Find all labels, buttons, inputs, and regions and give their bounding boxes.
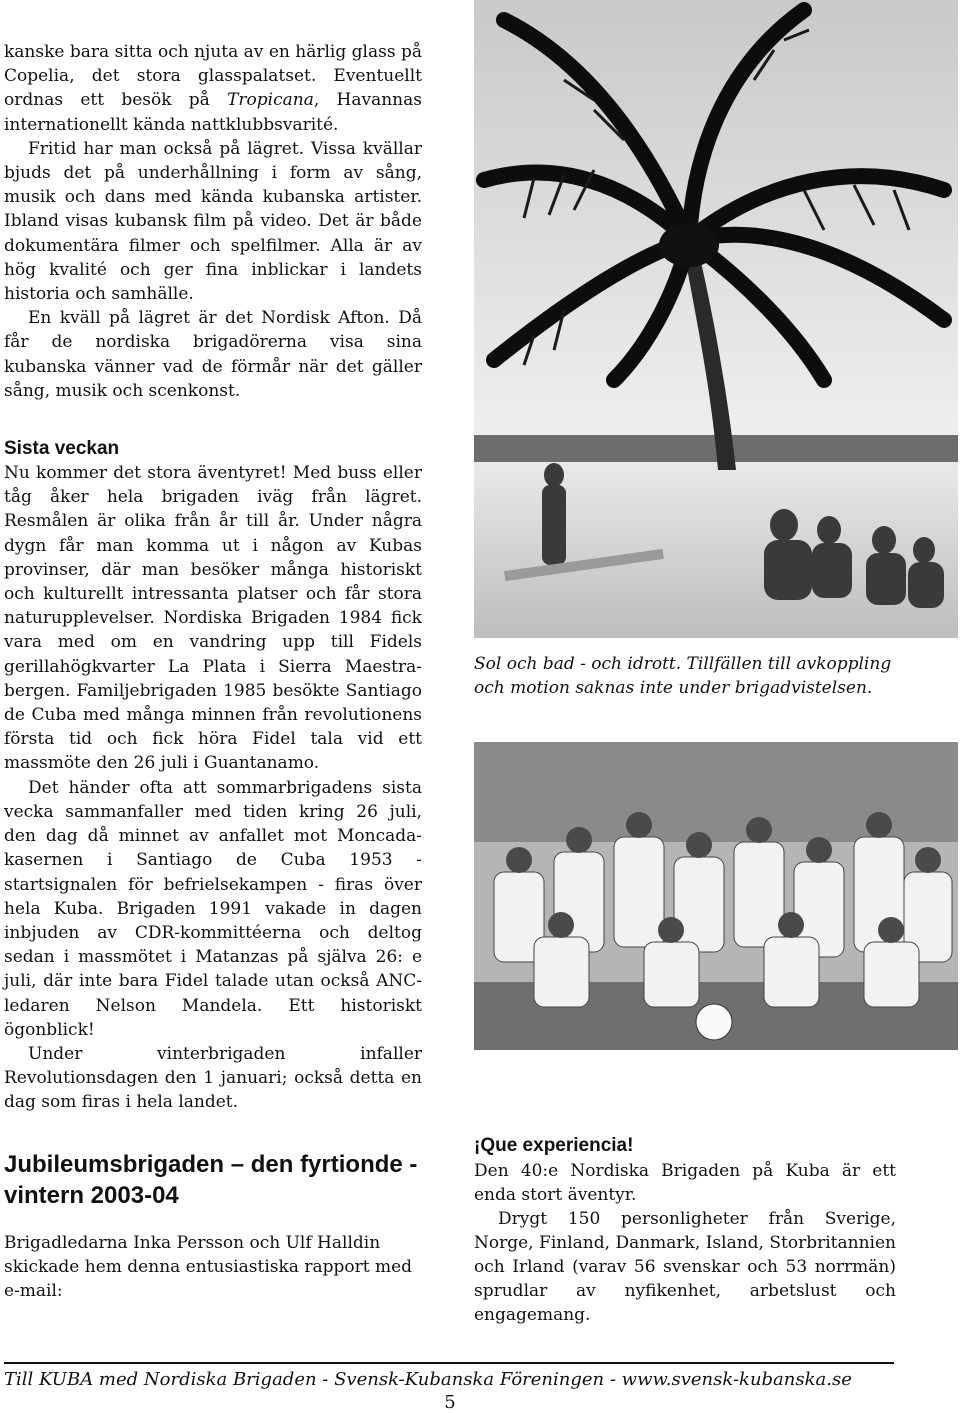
photo-caption: Sol och bad - och idrott. Tillfällen till avkoppling och motion saknas inte under brigadvistelsen. — [474, 654, 892, 698]
paragraph-aventyret: Nu kommer det stora äventyret! Med buss eller tåg åker hela brigaden iväg från lägret. Resmålen är olika från år till år. Under några dygn får man komma ut i någon av Kubas provinser, där man besöker många historiskt och kulturellt intressanta platser och får stora naturupplevelser. Nordiska Brigaden 1984 fick vara med om en vandring upp till Fidels gerillahögkvarter La Plata i Sierra Maestra-bergen. Familjebrigaden 1985 besökte Santiago de Cuba med många minnen från revolutionens första tid och fick höra Fidel tala vid ett massmöte den 26 juli i Guantanamo. — [4, 463, 422, 774]
footer-divider — [4, 1362, 894, 1364]
paragraph-40e-brigaden: Den 40:e Nordiska Brigaden på Kuba är ett enda stort äventyr. — [474, 1161, 896, 1205]
heading-sista-veckan: Sista veckan — [4, 438, 120, 460]
text-span: , Havannas internationellt kända nattklubbsvarité. — [4, 90, 422, 135]
paragraph-copelia — [4, 40, 422, 137]
paragraph-fritid: Fritid har man också på lägret. Vissa kvällar bjuds det på underhållning i form av sång, musik och dans med kända kubanska artister. Ibland visas kubansk film på video. Det är både dokumentära filmer och spelfilmer. Alla är av hög kvalité och ger fina inblickar i landets historia och samhälle. — [4, 138, 422, 305]
left-column — [4, 40, 422, 1303]
photo-palm-beach — [474, 0, 958, 638]
group-photo-image — [474, 742, 958, 1050]
photo-group — [474, 742, 958, 1050]
right-column — [474, 1133, 896, 1327]
text-span: kanske bara sitta och njuta av en härlig glass på Copelia, det stora glasspalatset. Eventuellt ordnas ett besök på — [4, 42, 422, 111]
tropicana-italic: Tropicana — [227, 90, 314, 111]
page-number: 5 — [444, 1392, 456, 1413]
footer-text: Till KUBA med Nordiska Brigaden - Svensk-Kubanska Föreningen - www.svensk-kubanska.se — [4, 1369, 852, 1390]
paragraph-vinterbrigaden: Under vinterbrigaden infaller Revolutionsdagen den 1 januari; också detta en dag som firas i hela landet. — [4, 1043, 422, 1113]
palm-beach-image — [474, 0, 958, 638]
paragraph-nordisk-afton: En kväll på lägret är det Nordisk Afton. Då får de nordiska brigadörerna visa sina kubanska vänner vad de förmår när det gäller sång, musik och scenkonst. — [4, 308, 422, 401]
paragraph-brigadledarna: Brigadledarna Inka Persson och Ulf Halldin skickade hem denna entusiastiska rapport med e-mail: — [4, 1232, 413, 1301]
heading-que-experiencia: ¡Que experiencia! — [474, 1135, 634, 1156]
heading-jubileumsbrigaden: Jubileumsbrigaden – den fyrtionde - vintern 2003-04 — [4, 1150, 418, 1209]
paragraph-26-juli: Det händer ofta att sommarbrigadens sista vecka sammanfaller med tiden kring 26 juli, den dag då minnet av anfallet mot Moncada-kasernen i Santiago de Cuba 1953 - startsignalen för befrielsekampen - firas över hela Kuba. Brigaden 1991 vakade in dagen inbjuden av CDR-kommittéerna och deltog sedan i massmötet i Matanzas på själva 26: e juli, där inte bara Fidel talade utan också ANC-ledaren Nelson Mandela. Ett historiskt ögonblick! — [4, 777, 422, 1040]
paragraph-drygt-150: Drygt 150 personligheter från Sverige, Norge, Finland, Danmark, Island, Storbritannien och Irland (varav 56 svenskar och 53 norrmän) sprudlar av nyfikenhet, arbetslust och engagemang. — [474, 1209, 896, 1325]
